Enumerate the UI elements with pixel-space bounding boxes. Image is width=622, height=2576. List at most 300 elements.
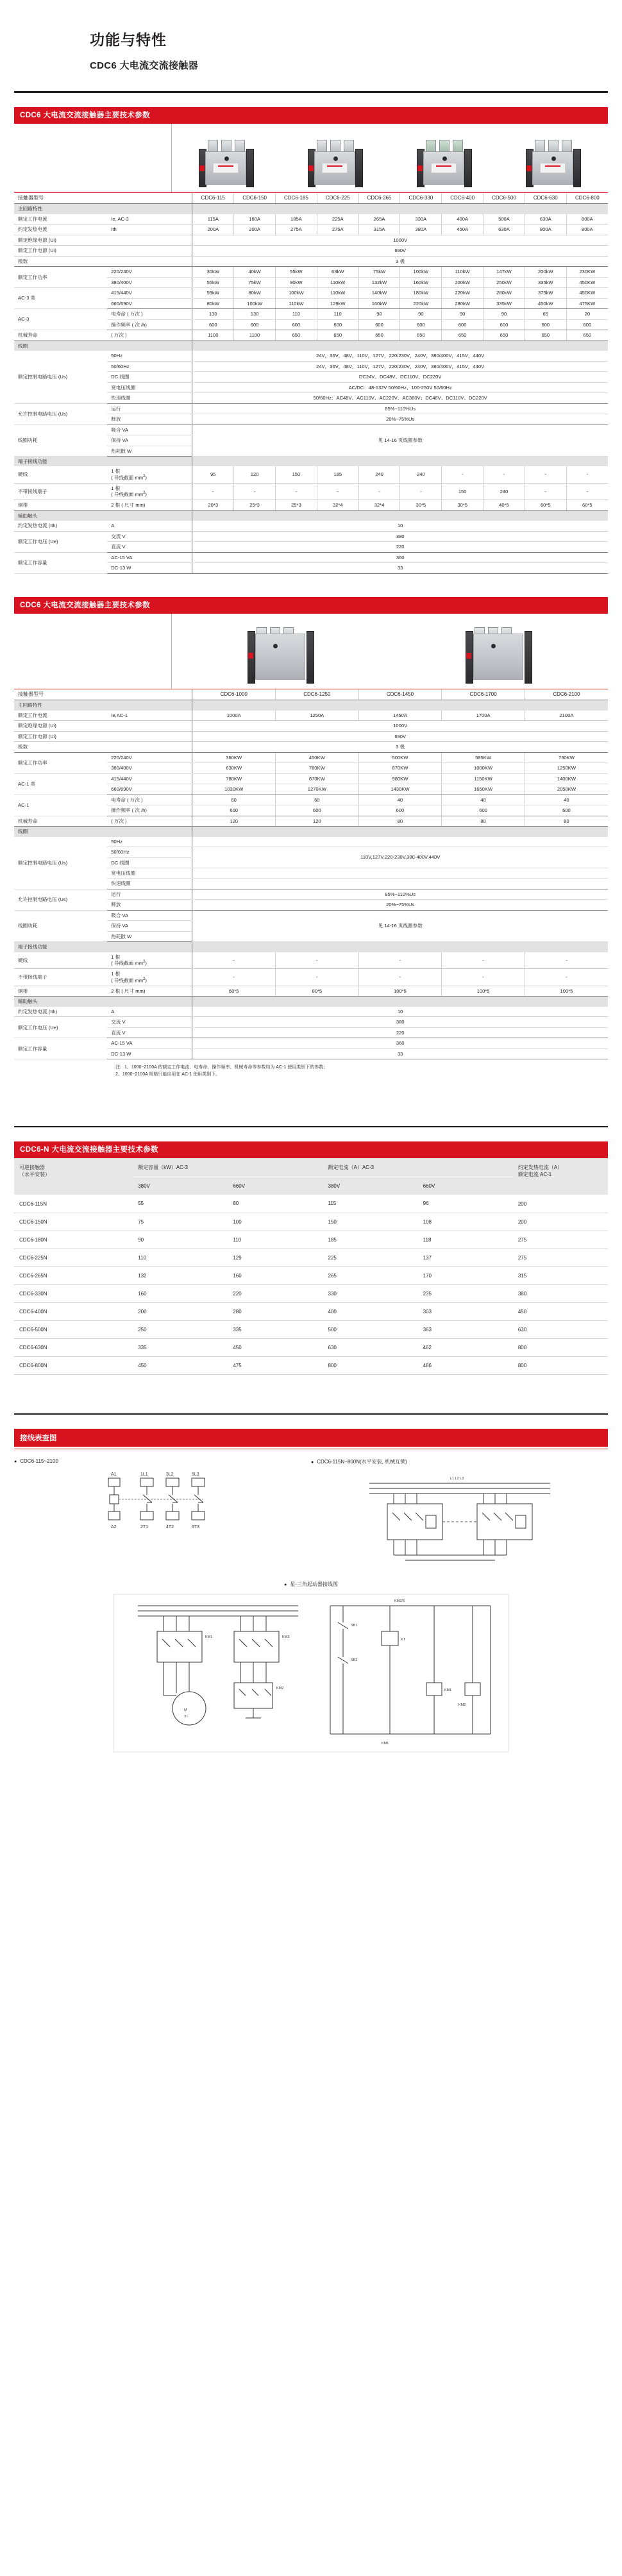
cell: 600: [400, 319, 442, 330]
cell: 1150KW: [442, 773, 525, 784]
cell: -: [358, 952, 442, 969]
subheader-cap-660: 660V: [228, 1177, 323, 1195]
model-cell: CDC6-330: [400, 193, 442, 204]
cell: 1000KW: [442, 763, 525, 773]
contactor-image-2: [308, 140, 363, 190]
table-row: [14, 1007, 608, 1017]
cell: 140kW: [358, 288, 400, 298]
cell: 150: [276, 466, 317, 483]
page-title: 功能与特性: [90, 31, 167, 48]
cell: 25*3: [234, 500, 276, 510]
cell: 33: [192, 563, 608, 573]
subheader-cur-660: 660V: [418, 1177, 513, 1195]
header-rated-capacity: 额定容量（kW）AC-3: [133, 1158, 323, 1177]
cell-cap660: 100: [228, 1213, 323, 1231]
cell: -: [400, 483, 442, 500]
cell: 275A: [317, 224, 358, 235]
cell: -: [317, 483, 358, 500]
svg-text:4T2: 4T2: [165, 1524, 174, 1529]
cell: 60*5: [525, 500, 566, 510]
cell: 1430KW: [358, 784, 442, 795]
row-sublabel: A: [107, 1007, 192, 1017]
cell: 1250KW: [525, 763, 608, 773]
cell: 180kW: [400, 288, 442, 298]
model-cell: CDC6-1700: [442, 689, 525, 700]
cell-cur660: 363: [418, 1320, 513, 1338]
cell: -: [566, 483, 608, 500]
cell: 220kW: [442, 288, 483, 298]
table-row: [14, 1267, 608, 1284]
cell: 75kW: [234, 277, 276, 287]
svg-text:KM2: KM2: [458, 1703, 466, 1707]
cell-ith: 380: [513, 1284, 608, 1302]
title-block: [0, 0, 622, 72]
cell: 90: [483, 309, 525, 319]
cell: 24V，36V，48V，110V，127V，220/230V，240V，380/400V，415V，440V: [192, 361, 608, 371]
row-label: 铜排: [14, 500, 107, 510]
band-terminal: [14, 457, 608, 467]
cell: 80: [358, 816, 442, 826]
cell: 600: [192, 319, 234, 330]
row-label: AC-3 类: [14, 288, 107, 309]
cell: [192, 837, 608, 847]
cell: 800A: [566, 214, 608, 224]
cell-model: CDC6-400N: [14, 1302, 133, 1320]
row-label: 约定发热电流 (Ith): [14, 1007, 107, 1017]
row-sublabel: 快速线圈: [107, 879, 192, 889]
cell: 147kW: [483, 267, 525, 277]
row-sublabel: 直流 V: [107, 542, 192, 552]
cell-cur660: 137: [418, 1249, 513, 1267]
row-label: 约定发热电流 (Ith): [14, 521, 107, 531]
header-line-2: 额定电流 AC-1: [517, 1172, 552, 1178]
cell-cur660: 96: [418, 1195, 513, 1213]
model-cell: CDC6-630: [525, 193, 566, 204]
model-cell: CDC6-2100: [525, 689, 608, 700]
wiring-diagram-3: [112, 1593, 510, 1753]
model-cell: CDC6-1000: [192, 689, 276, 700]
row-sublabel: 415/440V: [107, 288, 192, 298]
table-row: [14, 288, 608, 298]
cell: 130: [234, 309, 276, 319]
row-sublabel: A: [107, 521, 192, 531]
cell-cur660: 118: [418, 1231, 513, 1249]
cell: 690V: [192, 246, 608, 256]
table-row: [14, 837, 608, 847]
cell: 40: [442, 795, 525, 805]
cell: 100*5: [358, 986, 442, 996]
model-cell: CDC6-265: [358, 193, 400, 204]
band-main-circuit: [14, 700, 608, 711]
cell: 200A: [192, 224, 234, 235]
table-row: [14, 795, 608, 805]
cell: 59kW: [192, 288, 234, 298]
cell: 600: [192, 805, 276, 816]
cell: 650: [400, 330, 442, 341]
table-row: [14, 1213, 608, 1231]
cell: 600: [276, 805, 359, 816]
row-sublabel: 50/60Hz: [107, 847, 192, 857]
cell: 600: [234, 319, 276, 330]
header-rated-current: 额定电流（A）AC-3: [323, 1158, 513, 1177]
svg-text:KM2/3: KM2/3: [394, 1599, 405, 1603]
table-row: [14, 1038, 608, 1048]
cell: 315A: [358, 224, 400, 235]
cell: 335kW: [525, 277, 566, 287]
row-sublabel: 380/400V: [107, 277, 192, 287]
model-cell: CDC6-225: [317, 193, 358, 204]
cell: 650: [483, 330, 525, 341]
row-label: 额定绝缘电源 (Ui): [14, 235, 192, 245]
diagram-col-1: [14, 1458, 311, 1567]
row-label: 额定工作电源 (Ui): [14, 731, 192, 741]
svg-text:L1 L2 L3: L1 L2 L3: [450, 1476, 464, 1481]
model-cell: CDC6-500: [483, 193, 525, 204]
cell-cur380: 400: [323, 1302, 418, 1320]
cell-cur380: 115: [323, 1195, 418, 1213]
row-label: AC-3: [14, 309, 107, 330]
section3-tbody: [14, 1195, 608, 1374]
photo-items: [172, 614, 608, 689]
cell: 32*4: [317, 500, 358, 510]
cell: 335kW: [483, 298, 525, 308]
row-sublabel: 380/400V: [107, 763, 192, 773]
model-cell: CDC6-400: [442, 193, 483, 204]
table-row: [14, 742, 608, 752]
cell: 330A: [400, 214, 442, 224]
cell: [192, 879, 608, 889]
row-label: 机械寿命: [14, 330, 107, 341]
cell: 600: [358, 805, 442, 816]
cell-ith: 450: [513, 1302, 608, 1320]
row-sublabel: 操作频率 ( 次 /h): [107, 319, 192, 330]
cell: 40: [358, 795, 442, 805]
header-thermal-current: [513, 1158, 608, 1195]
row-sublabel: 运行: [107, 403, 192, 414]
cell: 230KW: [566, 267, 608, 277]
cell: 650: [525, 330, 566, 341]
row-sublabel: 1 根 ( 导线截面 $mm^2$): [107, 969, 192, 986]
contactor-image-4: [526, 140, 581, 190]
row-label: 额定工作容量: [14, 1038, 107, 1059]
cell: -: [276, 969, 359, 986]
svg-text:KM1: KM1: [205, 1635, 213, 1639]
row-label: 线圈功耗: [14, 910, 107, 941]
cell: 275A: [276, 224, 317, 235]
cell: 60*5: [192, 986, 276, 996]
cell: 129kW: [317, 298, 358, 308]
cell: 500KW: [358, 752, 442, 762]
cell: 265A: [358, 214, 400, 224]
row-sublabel: AC-15 VA: [107, 1038, 192, 1048]
cell: 380: [192, 531, 608, 541]
row-label: 额定绝缘电源 (Ui): [14, 721, 192, 731]
photo-spacer: [14, 124, 172, 192]
table-row: [14, 552, 608, 562]
cell: 185A: [276, 214, 317, 224]
cell: 10: [192, 1007, 608, 1017]
band-label: 线圈: [14, 827, 192, 837]
row-sublabel: Ith: [107, 224, 192, 235]
cell: 650: [276, 330, 317, 341]
table-row: [14, 752, 608, 762]
svg-text:KT: KT: [401, 1637, 406, 1642]
diagram1-caption: ● CDC6-115~2100: [14, 1458, 311, 1464]
wiring-bar: 接线表查图: [14, 1429, 608, 1447]
cell: 100*5: [525, 986, 608, 996]
row-label: 线圈功耗: [14, 425, 107, 456]
row-sublabel: DC-13 W: [107, 1048, 192, 1059]
cell: 30*5: [442, 500, 483, 510]
cell: 280kW: [442, 298, 483, 308]
contactor-image-1: [199, 140, 254, 190]
contactor-image-3: [417, 140, 472, 190]
cell: -: [276, 952, 359, 969]
cell: 630A: [525, 214, 566, 224]
cell: 630KW: [192, 763, 276, 773]
row-label: 额定工作电流: [14, 214, 107, 224]
cell-cap660: 335: [228, 1320, 323, 1338]
photo-spacer: [14, 614, 172, 689]
header-line-1: 约定发热电流（A）: [517, 1165, 563, 1171]
cell: 600: [525, 319, 566, 330]
cell: 24V，36V，48V，110V，127V，220/230V，240V，380/400V，415V，440V: [192, 351, 608, 361]
cell: 870KW: [276, 773, 359, 784]
row-sublabel: 50Hz: [107, 837, 192, 847]
cell: 1250A: [276, 711, 359, 721]
diagram3-caption: ● 星-三角起动器接线图: [14, 1581, 608, 1588]
cell: 80kW: [234, 288, 276, 298]
cell-ith: 275: [513, 1249, 608, 1267]
cell: 240: [358, 466, 400, 483]
cell: 600: [442, 805, 525, 816]
cell: -: [442, 969, 525, 986]
cell-model: CDC6-115N: [14, 1195, 133, 1213]
model-cell: CDC6-150: [234, 193, 276, 204]
cell: 110kW: [317, 277, 358, 287]
wiring-diagram-row-top: [14, 1458, 608, 1567]
row-sublabel: 220/240V: [107, 752, 192, 762]
cell: 650: [442, 330, 483, 341]
table-row: [14, 969, 608, 986]
table-row: [14, 910, 608, 920]
cell: 130: [192, 309, 234, 319]
cell: 95: [192, 466, 234, 483]
cell-ith: 200: [513, 1213, 608, 1231]
table-row: [14, 889, 608, 899]
row-sublabel: 直流 V: [107, 1027, 192, 1038]
cell-cur660: 303: [418, 1302, 513, 1320]
cell: 30kW: [192, 267, 234, 277]
cell: -: [525, 483, 566, 500]
table-row: [14, 466, 608, 483]
cell-ith: 200: [513, 1195, 608, 1213]
svg-text:M: M: [184, 1708, 187, 1712]
cell: 60*5: [566, 500, 608, 510]
cell: -: [192, 952, 276, 969]
band-coil: [14, 827, 608, 837]
row-sublabel: 2 根 ( 尺寸 mm): [107, 500, 192, 510]
table-row: [14, 193, 608, 204]
row-sublabel: 保持 VA: [107, 921, 192, 931]
svg-text:KM1: KM1: [382, 1741, 389, 1746]
cell: 80: [442, 816, 525, 826]
cell: 380: [192, 1017, 608, 1027]
row-label: 允许控制电路电压 (Us): [14, 889, 107, 910]
cell: -: [525, 466, 566, 483]
cell: 63kW: [317, 267, 358, 277]
cell-cap660: 160: [228, 1267, 323, 1284]
svg-text:A2: A2: [110, 1524, 117, 1529]
cell: 870KW: [358, 763, 442, 773]
cell: 55kW: [192, 277, 234, 287]
cell: 690V: [192, 731, 608, 741]
cell: 90kW: [276, 277, 317, 287]
row-label: 额定工作功率: [14, 752, 107, 773]
table-row: [14, 483, 608, 500]
table-row: [14, 1320, 608, 1338]
svg-text:KM3: KM3: [282, 1635, 290, 1639]
section3-bar: CDC6-N 大电流交流接触器主要技术参数: [14, 1141, 608, 1158]
cell: -: [358, 483, 400, 500]
row-sublabel: ( 万次 ): [107, 330, 192, 341]
cell-cur660: 170: [418, 1267, 513, 1284]
cell: 85%~110%Us: [192, 889, 608, 899]
cell: 20*3: [192, 500, 234, 510]
row-sublabel: 2 根 ( 尺寸 mm): [107, 986, 192, 996]
row-label: 不带接线端子: [14, 483, 107, 500]
cell: -: [525, 969, 608, 986]
row-sublabel: 运行: [107, 889, 192, 899]
cell: 32*4: [358, 500, 400, 510]
cell: 33: [192, 1048, 608, 1059]
contactor-image-large-1: [248, 627, 314, 686]
cell-model: CDC6-630N: [14, 1338, 133, 1356]
cell: -: [276, 483, 317, 500]
table-row: [14, 1356, 608, 1374]
row-label: 额定工作电压 (Ue): [14, 531, 107, 552]
cell: 2100A: [525, 711, 608, 721]
svg-text:KM2: KM2: [276, 1686, 284, 1690]
table-row: [14, 309, 608, 319]
cell: 10: [192, 521, 608, 531]
cell: 25*3: [276, 500, 317, 510]
cell: 650: [566, 330, 608, 341]
cell: 500A: [483, 214, 525, 224]
band-aux: [14, 997, 608, 1007]
diagram1-box: [14, 1469, 311, 1540]
title-divider: [14, 91, 608, 93]
header-line-2: （水平安装）: [19, 1172, 50, 1178]
row-sublabel: 50Hz: [107, 351, 192, 361]
cell: 60: [276, 795, 359, 805]
cell: 30*5: [400, 500, 442, 510]
cell: 90: [358, 309, 400, 319]
cell: 450kW: [525, 298, 566, 308]
cell-cur380: 630: [323, 1338, 418, 1356]
diagram-col-2: [311, 1458, 608, 1567]
band-main-circuit: [14, 204, 608, 214]
svg-text:6T3: 6T3: [191, 1524, 199, 1529]
cell: 600: [317, 319, 358, 330]
row-sublabel: DC 线圈: [107, 372, 192, 382]
row-sublabel: DC-13 W: [107, 563, 192, 573]
cell-cap380: 200: [133, 1302, 228, 1320]
diagram2-caption: ● CDC6-115N~800N(水平安装, 机械互锁): [311, 1458, 608, 1465]
table-row: [14, 773, 608, 784]
table-row: [14, 531, 608, 541]
cell: AC/DC：48-132V 50/60Hz、100-250V 50/60Hz: [192, 382, 608, 392]
table-header-row: [14, 1158, 608, 1177]
cell: 1030KW: [192, 784, 276, 795]
cell: 200A: [234, 224, 276, 235]
cell-cur380: 330: [323, 1284, 418, 1302]
cell: 132kW: [358, 277, 400, 287]
row-sublabel: 操作频率 ( 次 /h): [107, 805, 192, 816]
cell: 250kW: [483, 277, 525, 287]
cell: 110kW: [276, 298, 317, 308]
table-row: [14, 1017, 608, 1027]
cell: 600: [442, 319, 483, 330]
table-row: [14, 256, 608, 266]
cell: 65: [525, 309, 566, 319]
photo-items: [172, 124, 608, 192]
svg-text:KM1: KM1: [444, 1688, 452, 1692]
cell: 20%~75%Us: [192, 414, 608, 425]
cell: 450KW: [276, 752, 359, 762]
row-sublabel: 吸合 VA: [107, 425, 192, 435]
cell: 280kW: [483, 288, 525, 298]
cell: 1100: [192, 330, 234, 341]
row-label: 铜排: [14, 986, 107, 996]
row-sublabel: 1 根 ( 导线截面 $mm^2$): [107, 952, 192, 969]
table-row: [14, 246, 608, 256]
section2-note-1: 注：1、1000~2100A 的额定工作电流、电寿命、操作频率、机械寿命等参数均为 AC-1 使用类别下的参数；: [115, 1065, 328, 1070]
cell: 1650KW: [442, 784, 525, 795]
cell: 40: [525, 795, 608, 805]
cell: 1450A: [358, 711, 442, 721]
table-row: [14, 235, 608, 245]
cell-cap380: 450: [133, 1356, 228, 1374]
row-label: 额定工作电流: [14, 711, 107, 721]
cell: 160kW: [400, 277, 442, 287]
table-row: [14, 1231, 608, 1249]
table-row: [14, 1195, 608, 1213]
cell: 600: [483, 319, 525, 330]
cell-cur380: 500: [323, 1320, 418, 1338]
cell-cur380: 150: [323, 1213, 418, 1231]
cell: 160kW: [358, 298, 400, 308]
cell: 650: [358, 330, 400, 341]
cell-cap660: 110: [228, 1231, 323, 1249]
table-row: [14, 500, 608, 510]
cell-ith: 630: [513, 1320, 608, 1338]
subheader-cur-380: 380V: [323, 1177, 418, 1195]
cell: 80: [525, 816, 608, 826]
row-sublabel: 宽电压线圈: [107, 868, 192, 879]
wiring-diagram-1: [96, 1469, 230, 1540]
svg-text:1L1: 1L1: [140, 1472, 148, 1477]
header-line-1: 可逆接触器: [19, 1165, 45, 1171]
cell-model: CDC6-800N: [14, 1356, 133, 1374]
cell: 450KW: [566, 277, 608, 287]
row-sublabel: AC-15 VA: [107, 552, 192, 562]
cell: 见 14-16 页线圈参数: [192, 910, 608, 941]
cell: 380A: [400, 224, 442, 235]
cell: 110kW: [442, 267, 483, 277]
table-row: [14, 403, 608, 414]
row-sublabel: 热耗散 W: [107, 446, 192, 456]
